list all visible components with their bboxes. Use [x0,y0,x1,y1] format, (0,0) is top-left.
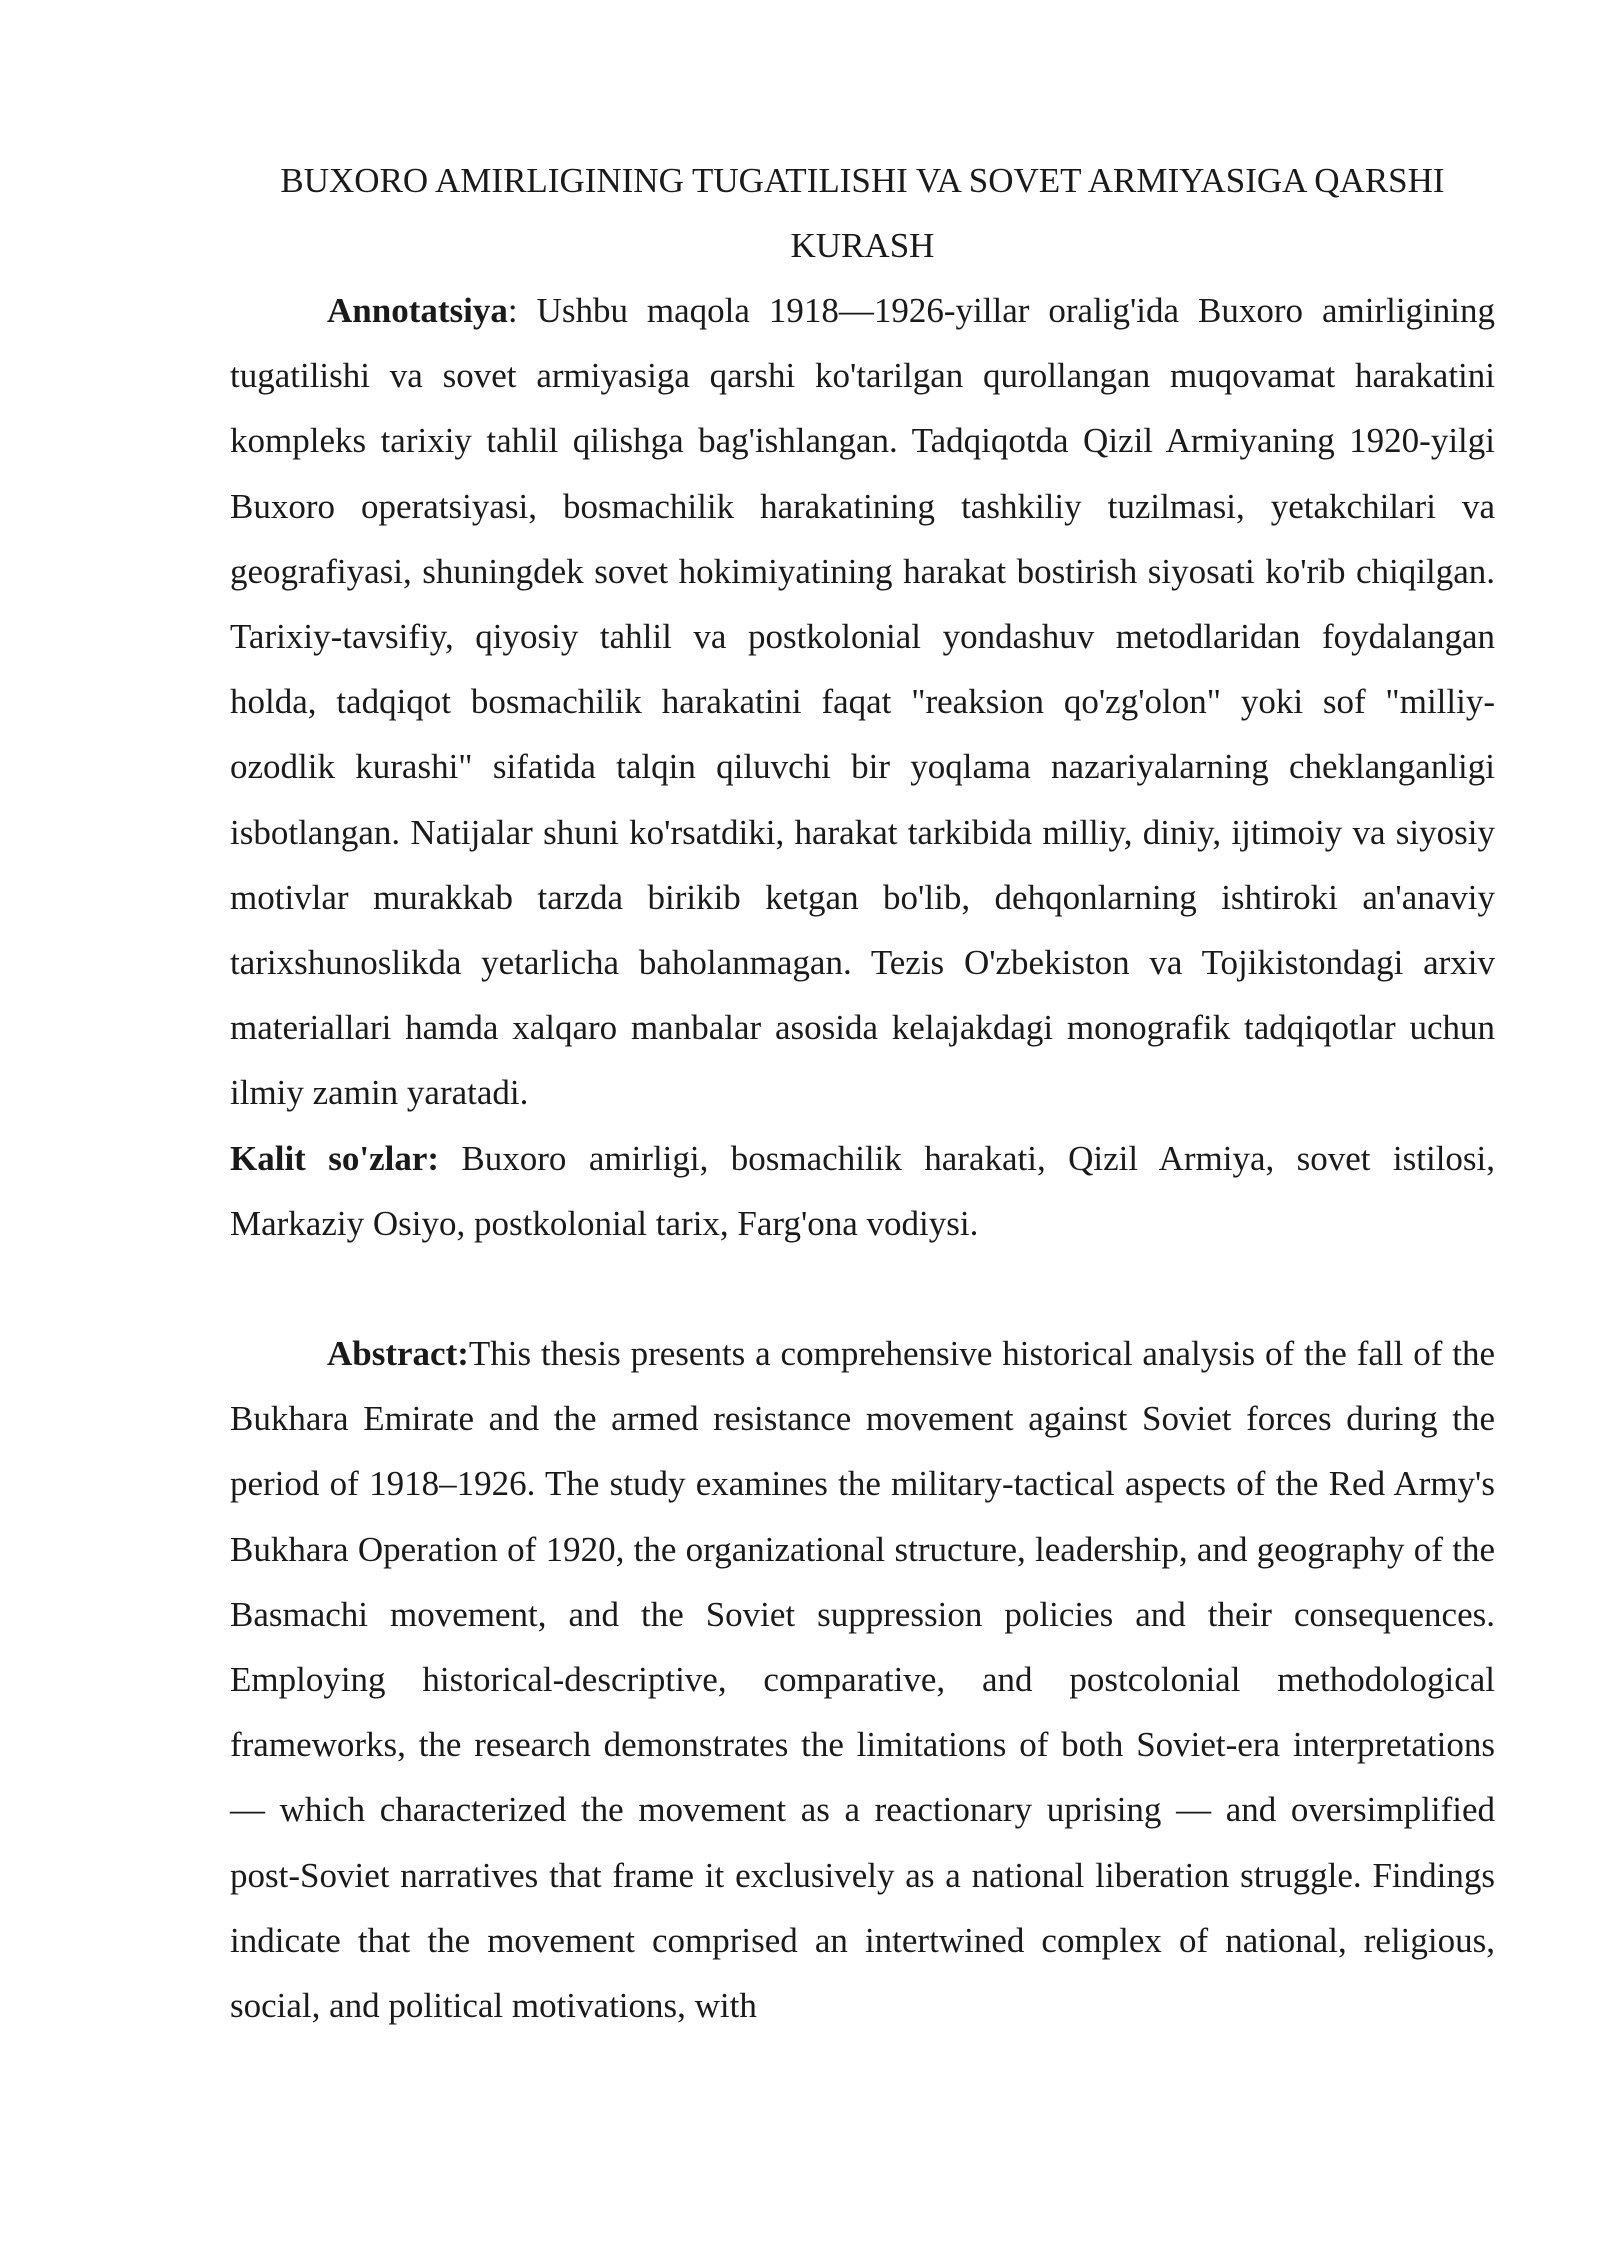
document-page [230,148,1495,2038]
abstract-paragraph [230,1321,1495,2038]
annotation-text: Ushbu maqola 1918—1926-yillar oralig'ida Buxoro amirligining tugatilishi va sovet armiyasiga qarshi ko'tarilgan qurollangan muqovamat harakatini kompleks tarixiy tahlil qilishga bag'ishlangan. Tadqiqotda Qizil Armiyaning 1920-yilgi Buxoro operatsiyasi, bosmachilik harakatining tashkiliy tuzilmasi, yetakchilari va geografiyasi, shuningdek sovet hokimiyatining harakat bostirish siyosati ko'rib chiqilgan. Tarixiy-tavsifiy, qiyosiy tahlil va postkolonial yondashuv metodlaridan foydalangan holda, tadqiqot bosmachilik harakatini faqat "reaksion qo'zg'olon" yoki sof "milliy-ozodlik kurashi" sifatida talqin qiluvchi bir yoqlama nazariyalarning cheklanganligi isbotlangan. Natijalar shuni ko'rsatdiki, harakat tarkibida milliy, diniy, ijtimoiy va siyosiy motivlar murakkab tarzda birikib ketgan bo'lib, dehqonlarning ishtiroki an'anaviy tarixshunoslikda yetarlicha baholanmagan. Tezis O'zbekiston va Tojikistondagi arxiv materiallari hamda xalqaro manbalar asosida kelajakdagi monografik tadqiqotlar uchun ilmiy zamin yaratadi. [230,291,1495,1113]
abstract-label: Abstract: [327,1334,469,1374]
keywords-label: Kalit so'zlar: [230,1138,440,1178]
annotation-separator: : [507,291,518,330]
annotation-paragraph [230,278,1495,1126]
abstract-text: This thesis presents a comprehensive historical analysis of the fall of the Bukhara Emirate and the armed resistance movement against Soviet forces during the period of 1918–1926. The study examines the military-tactical aspects of the Red Army's Bukhara Operation of 1920, the organizational structure, leadership, and geography of the Basmachi movement, and the Soviet suppression policies and their consequences. Employing historical-descriptive, comparative, and postcolonial methodological frameworks, the research demonstrates the limitations of both Soviet-era interpretations — which characterized the movement as a reactionary uprising — and oversimplified post-Soviet narratives that frame it exclusively as a national liberation struggle. Findings indicate that the movement comprised an intertwined complex of national, religious, social, and political motivations, with [230,1334,1495,2026]
annotation-label: Annotatsiya [327,291,508,330]
keywords-paragraph [230,1126,1495,1256]
section-gap [230,1256,1495,1321]
keywords-text: Buxoro amirligi, bosmachilik harakati, Qizil Armiya, sovet istilosi, Markaziy Osiyo, postkolonial tarix, Farg'ona vodiysi. [230,1138,1496,1243]
paper-title: BUXORO AMIRLIGINING TUGATILISHI VA SOVET ARMIYASIGA QARSHI KURASH [280,161,1445,265]
